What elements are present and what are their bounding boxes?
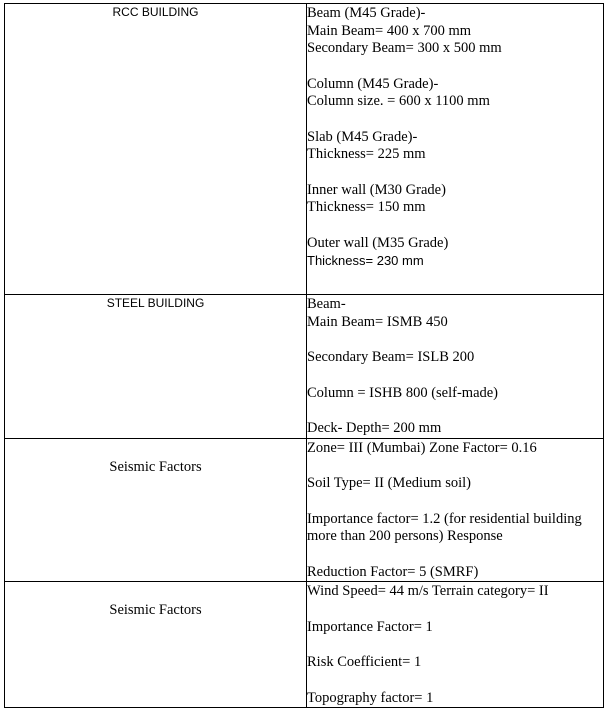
detail-line: Wind Speed= 44 m/s Terrain category= II <box>307 583 549 599</box>
detail-line: Column = ISHB 800 (self-made) <box>307 384 499 401</box>
row-label-cell <box>5 582 307 708</box>
row-detail-cell <box>307 295 604 439</box>
table-row-seismic <box>5 438 604 582</box>
detail-line: Deck- Depth= 200 mm <box>307 420 442 436</box>
detail-line: more than 200 persons) Response <box>307 528 503 544</box>
row-label: Seismic Factors <box>109 602 202 618</box>
detail-line: Secondary Beam= ISLB 200 <box>307 349 475 365</box>
detail-line: Reduction Factor= 5 (SMRF) <box>307 563 479 580</box>
detail-line: Risk Coefficient= 1 <box>307 654 422 670</box>
detail-line: Topography factor= 1 <box>307 689 434 706</box>
detail-line: Inner wall (M30 Grade) <box>307 181 446 198</box>
detail-line: Zone= III (Mumbai) Zone Factor= 0.16 <box>307 439 537 456</box>
row-label-cell <box>5 438 307 582</box>
table-row-steel <box>5 295 604 439</box>
detail-line: Thickness= 150 mm <box>307 199 426 215</box>
detail-line: Importance Factor= 1 <box>307 618 433 635</box>
detail-line: Column size. = 600 x 1100 mm <box>307 93 490 109</box>
detail-line: Main Beam= ISMB 450 <box>307 313 448 330</box>
detail-line: Column (M45 Grade)- <box>307 75 439 92</box>
specification-table <box>4 3 604 708</box>
row-detail-cell <box>307 582 604 708</box>
row-label: RCC BUILDING <box>112 5 199 19</box>
detail-line: Main Beam= 400 x 700 mm <box>307 22 472 39</box>
row-label: STEEL BUILDING <box>106 296 205 310</box>
detail-line: Thickness= 230 mm <box>307 253 424 268</box>
detail-line: Importance factor= 1.2 (for residential building <box>307 510 582 527</box>
row-label-cell <box>5 295 307 439</box>
detail-line: Outer wall (M35 Grade) <box>307 234 449 251</box>
detail-line: Secondary Beam= 300 x 500 mm <box>307 40 502 56</box>
row-label-cell <box>5 4 307 295</box>
detail-line: Slab (M45 Grade)- <box>307 128 418 145</box>
table-row-wind <box>5 582 604 708</box>
detail-line: Beam- <box>307 296 346 312</box>
detail-line: Thickness= 225 mm <box>307 146 426 162</box>
table-row-rcc <box>5 4 604 295</box>
row-detail-cell <box>307 4 604 295</box>
detail-line: Beam (M45 Grade)- <box>307 5 426 21</box>
row-detail-cell <box>307 438 604 582</box>
detail-line: Soil Type= II (Medium soil) <box>307 475 471 491</box>
row-label: Seismic Factors <box>109 458 202 475</box>
